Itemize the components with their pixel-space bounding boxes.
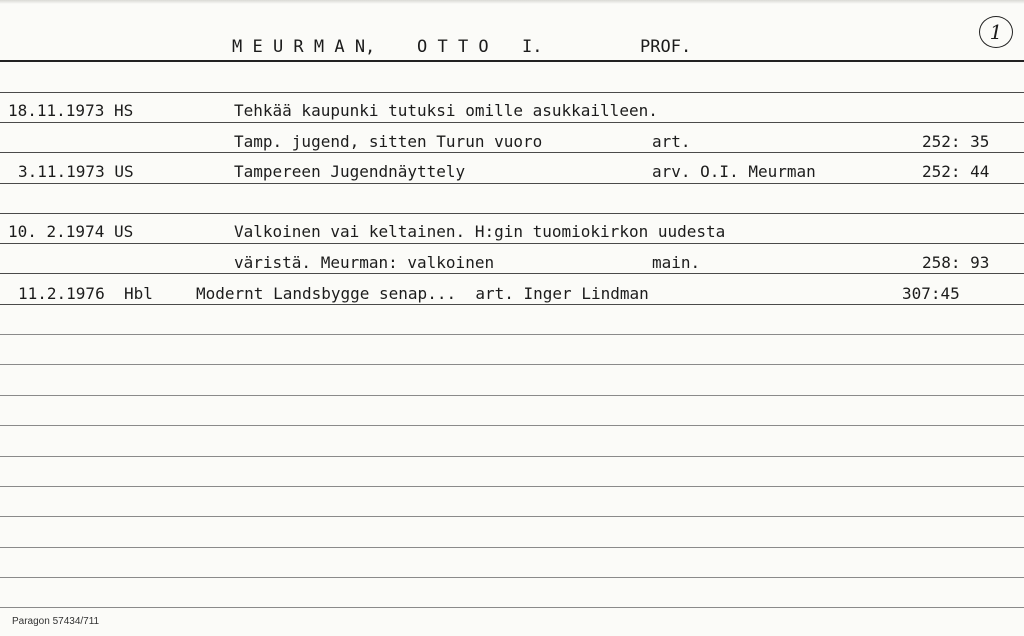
ruled-line <box>0 577 1024 578</box>
entry-text: Valkoinen vai keltainen. H:gin tuomiokirkon uudesta <box>234 222 726 241</box>
ruled-line <box>0 334 1024 335</box>
ruled-line <box>0 486 1024 487</box>
entry-text: Tamp. jugend, sitten Turun vuoro <box>234 132 543 151</box>
entry-date: 10. 2.1974 US <box>8 222 134 241</box>
ruled-line <box>0 213 1024 214</box>
card-top-edge <box>0 0 1024 4</box>
ruled-line <box>0 607 1024 608</box>
entry-date: 3.11.1973 US <box>18 162 134 181</box>
entry-text: Tampereen Jugendnäyttely <box>234 162 466 181</box>
ruled-line <box>0 273 1024 274</box>
header-surname: M E U R M A N, <box>232 37 376 57</box>
entry-reference: 252: 44 <box>922 162 990 181</box>
ruled-line <box>0 364 1024 365</box>
ruled-line <box>0 243 1024 244</box>
ruled-line <box>0 60 1024 62</box>
header-initial: I. <box>522 37 543 57</box>
entry-date: 18.11.1973 HS <box>8 101 134 120</box>
ruled-line <box>0 547 1024 548</box>
ruled-line <box>0 92 1024 93</box>
ruled-line <box>0 183 1024 184</box>
header-title: PROF. <box>640 37 692 57</box>
ruled-line <box>0 425 1024 426</box>
entry-text: Tehkää kaupunki tutuksi omille asukkailleen. <box>234 101 658 120</box>
ruled-line <box>0 456 1024 457</box>
entry-type: art. <box>652 132 691 151</box>
card-number-stamp: 1 <box>979 16 1013 48</box>
ruled-line <box>0 395 1024 396</box>
entry-type: main. <box>652 253 701 272</box>
entry-text: väristä. Meurman: valkoinen <box>234 253 495 272</box>
entry-reference: 307:45 <box>902 284 960 303</box>
ruled-line <box>0 152 1024 153</box>
ruled-line <box>0 516 1024 517</box>
entry-text: Modernt Landsbygge senap... art. Inger Lindman <box>196 284 649 303</box>
entry-reference: 252: 35 <box>922 132 990 151</box>
entry-type: arv. O.I. Meurman <box>652 162 816 181</box>
entry-reference: 258: 93 <box>922 253 990 272</box>
header-given-name: O T T O <box>417 37 489 57</box>
entry-date: 11.2.1976 Hbl <box>18 284 153 303</box>
ruled-line <box>0 122 1024 123</box>
printer-imprint: Paragon 57434/711 <box>12 616 100 627</box>
ruled-line <box>0 304 1024 305</box>
